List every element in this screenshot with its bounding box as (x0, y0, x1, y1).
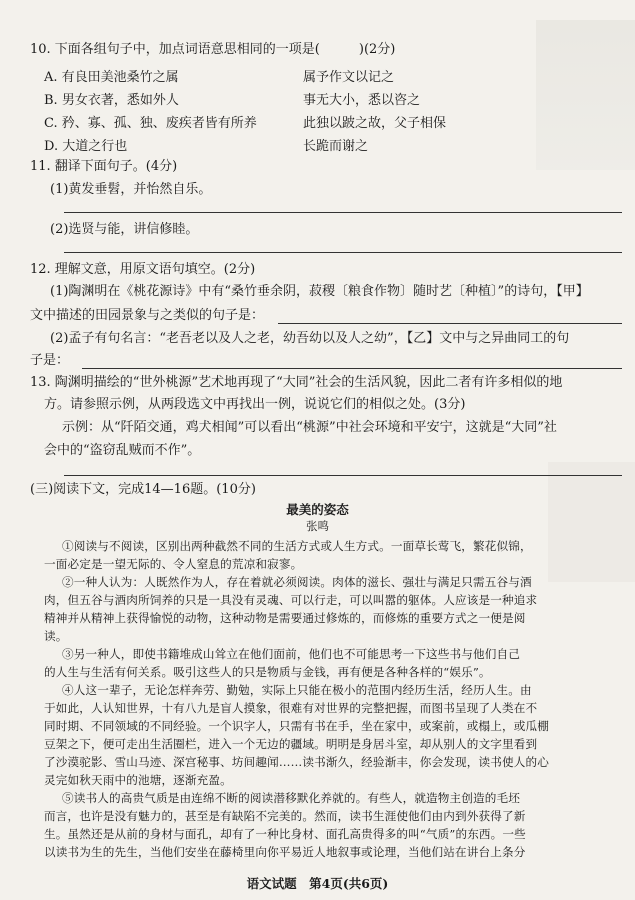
q12-line-1: (1)陶渊明在《桃花源诗》中有“桑竹垂余阴，菽稷〔粮食作物〕随时艺〔种植〕”的诗句，【甲】 (50, 284, 589, 299)
article-line: ④人这一辈子，无论怎样奔劳、勤勉，实际上只能在极小的范围内经历生活，经历人生。由 (62, 683, 532, 697)
q13-line-1: 13. 陶渊明描绘的“世外桃源”艺术地再现了“大同”社会的生活风貌，因此二者有许多相似的地 (30, 375, 563, 390)
q11-sentence-1: (1)黄发垂髫，并怡然自乐。 (50, 182, 212, 197)
q12-line-4: 子是： (30, 353, 70, 368)
answer-line[interactable] (82, 368, 622, 369)
q10-option-c-right: 此独以跛之故，父子相保 (303, 116, 447, 131)
q13-example-1: 示例：从“阡陌交通，鸡犬相闻”可以看出“桃源”中社会环境和平安宁，这就是“大同”社 (62, 420, 557, 435)
q12-line-2: 文中描述的田园景象与之类似的句子是： (30, 308, 265, 323)
q10-option-d-right: 长跪而谢之 (303, 139, 369, 154)
q10-option-b-right: 事无大小，悉以咨之 (303, 93, 421, 108)
article-line: 的人生与生活有何关系。吸引这些人的只是物质与金钱，再有便是各种各样的“娱乐”。 (44, 665, 491, 679)
article-line: ⑤读书人的高贵气质是由连绵不断的阅读潜移默化养就的。有些人，就造物主创造的毛坯 (62, 791, 521, 805)
article-line: ②一种人认为：人既然作为人，存在着就必须阅读。肉体的滋长、强壮与满足只需五谷与酒 (62, 575, 532, 589)
bleed-through-area (536, 20, 635, 170)
article-line: 读。 (44, 629, 68, 643)
article-line: 生。虽然还是从前的身材与面孔，却有了一种比身材、面孔高贵得多的叫“气质”的东西。一些 (44, 827, 526, 841)
answer-line[interactable] (64, 252, 622, 253)
article-line: 以读书为生的先生，当他们安坐在藤椅里向你平易近人地叙事或论理，当他们站在讲台上条分 (44, 845, 526, 859)
q13-example-2: 会中的“盗窃乱贼而不作”。 (44, 443, 201, 458)
article-line: 灵完如秋天雨中的池塘，逐渐充盈。 (44, 773, 232, 787)
answer-line[interactable] (278, 323, 622, 324)
article-line: 豆架之下，便可走出生活圈栏，进入一个无边的疆域。明明是身居斗室，却从别人的文字里看到 (44, 737, 538, 751)
article-line: 于如此，人认知世界，十有八九是盲人摸象，很难有对世界的完整把握，而图书呈现了人类在不 (44, 701, 538, 715)
article-line: ③另一种人，即使书籍堆成山耸立在他们面前，他们也不可能思考一下这些书与他们自己 (62, 647, 521, 661)
q11-sentence-2: (2)选贤与能，讲信修睦。 (50, 222, 199, 237)
q10-option-c-left: C. 矜、寡、孤、独、废疾者皆有所养 (44, 116, 257, 131)
article-author: 张鸣 (306, 519, 329, 533)
article-line: ①阅读与不阅读，区别出两种截然不同的生活方式或人生方式。一面草长莺飞，繁花似锦， (62, 539, 532, 553)
page-footer: 语文试题 第4页(共6页) (246, 876, 389, 891)
article-line: 一面必定是一望无际的、令人窒息的荒凉和寂寥。 (44, 557, 303, 571)
q10-stem: 10. 下面各组句子中，加点词语意思相同的一项是( )(2分) (30, 42, 396, 57)
article-line: 精神并从精神上获得愉悦的动物，这种动物是需要通过修炼的，而修炼的重要方式之一便是阅 (44, 611, 526, 625)
q10-option-d-left: D. 大道之行也 (44, 139, 128, 154)
section-heading: (三)阅读下文，完成14—16题。(10分) (30, 482, 256, 497)
article-line: 同时期、不同领域的不同经验。一个识字人，只需有书在手，坐在家中，或案前，或榻上，或瓜棚 (44, 719, 549, 733)
article-title: 最美的姿态 (286, 502, 349, 517)
q12-line-3: (2)孟子有句名言：“老吾老以及人之老，幼吾幼以及人之幼”，【乙】文中与之异曲同工的句 (50, 331, 570, 346)
q12-stem: 12. 理解文意，用原文语句填空。(2分) (30, 262, 256, 277)
q10-option-a-left: A. 有良田美池桑竹之属 (44, 70, 179, 85)
article-line: 肉，但五谷与酒肉所饲养的只是一具没有灵魂、可以行走，可以叫嚣的躯体。人应该是一种追求 (44, 593, 538, 607)
article-line: 而言，也许是没有魅力的，甚至是有缺陷不完美的。然而，读书生涯使他们由内到外获得了新 (44, 809, 526, 823)
answer-line[interactable] (64, 475, 622, 476)
q10-option-a-right: 属予作文以记之 (303, 70, 395, 85)
q11-stem: 11. 翻译下面句子。(4分) (30, 159, 178, 174)
answer-line[interactable] (64, 212, 622, 213)
q13-line-2: 方。请参照示例，从两段选文中再找出一例，说说它们的相似之处。(3分) (44, 397, 466, 412)
q10-option-b-left: B. 男女衣著，悉如外人 (44, 93, 179, 108)
article-line: 了沙漠驼影、雪山马迹、深宫秘事、坊间趣闻……读书渐久，经验渐丰，你会发现，读书使人的心 (44, 755, 549, 769)
